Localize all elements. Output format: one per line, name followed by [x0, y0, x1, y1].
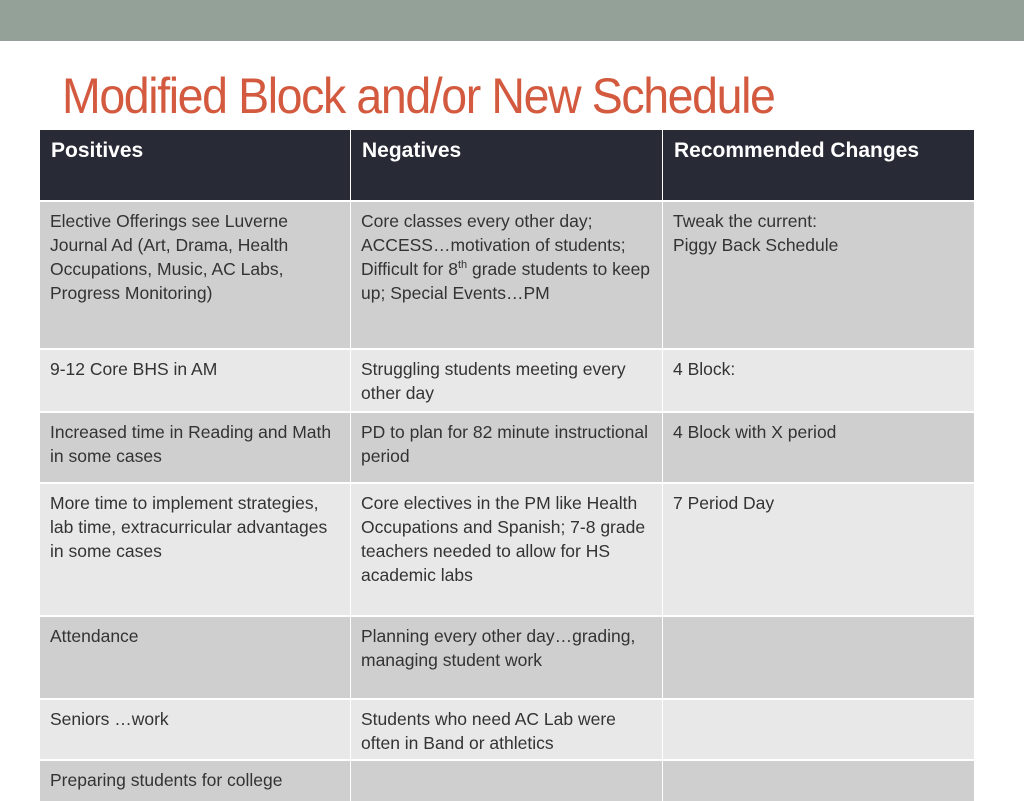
cell-changes — [663, 700, 974, 759]
negatives-text-2: grade students to keep up; Special Events…PM — [361, 259, 651, 303]
cell-changes: 4 Block with X period — [663, 413, 974, 482]
cell-changes — [663, 761, 974, 801]
cell-positives: Seniors …work — [40, 700, 350, 759]
cell-changes: 4 Block: — [663, 350, 974, 411]
cell-negatives: Students who need AC Lab were often in Band or athletics — [351, 700, 662, 759]
cell-positives: Preparing students for college — [40, 761, 350, 801]
cell-positives: Increased time in Reading and Math in some cases — [40, 413, 350, 482]
cell-negatives — [351, 761, 662, 801]
header-positives: Positives — [40, 130, 350, 200]
cell-negatives — [351, 202, 662, 348]
cell-negatives: PD to plan for 82 minute instructional period — [351, 413, 662, 482]
cell-changes — [663, 617, 974, 698]
changes-line-1: Tweak the current: — [673, 211, 817, 231]
cell-positives: More time to implement strategies, lab time, extracurricular advantages in some cases — [40, 484, 350, 615]
cell-changes — [663, 202, 974, 348]
header-negatives: Negatives — [351, 130, 662, 200]
cell-negatives: Planning every other day…grading, managing student work — [351, 617, 662, 698]
cell-negatives: Core electives in the PM like Health Occupations and Spanish; 7-8 grade teachers needed to allow for HS academic labs — [351, 484, 662, 615]
cell-positives: Attendance — [40, 617, 350, 698]
schedule-table — [40, 130, 972, 801]
slide-title: Modified Block and/or New Schedule — [62, 68, 775, 124]
cell-positives: 9-12 Core BHS in AM — [40, 350, 350, 411]
changes-line-2: Piggy Back Schedule — [673, 235, 839, 255]
cell-changes: 7 Period Day — [663, 484, 974, 615]
header-recommended-changes: Recommended Changes — [663, 130, 974, 200]
top-banner — [0, 0, 1024, 41]
cell-negatives: Struggling students meeting every other day — [351, 350, 662, 411]
negatives-text-1: Core classes every other day; ACCESS…motivation of students; Difficult for 8 — [361, 211, 626, 279]
cell-positives: Elective Offerings see Luverne Journal Ad (Art, Drama, Health Occupations, Music, AC Labs, Progress Monitoring) — [40, 202, 350, 348]
ordinal-superscript: th — [457, 259, 468, 271]
